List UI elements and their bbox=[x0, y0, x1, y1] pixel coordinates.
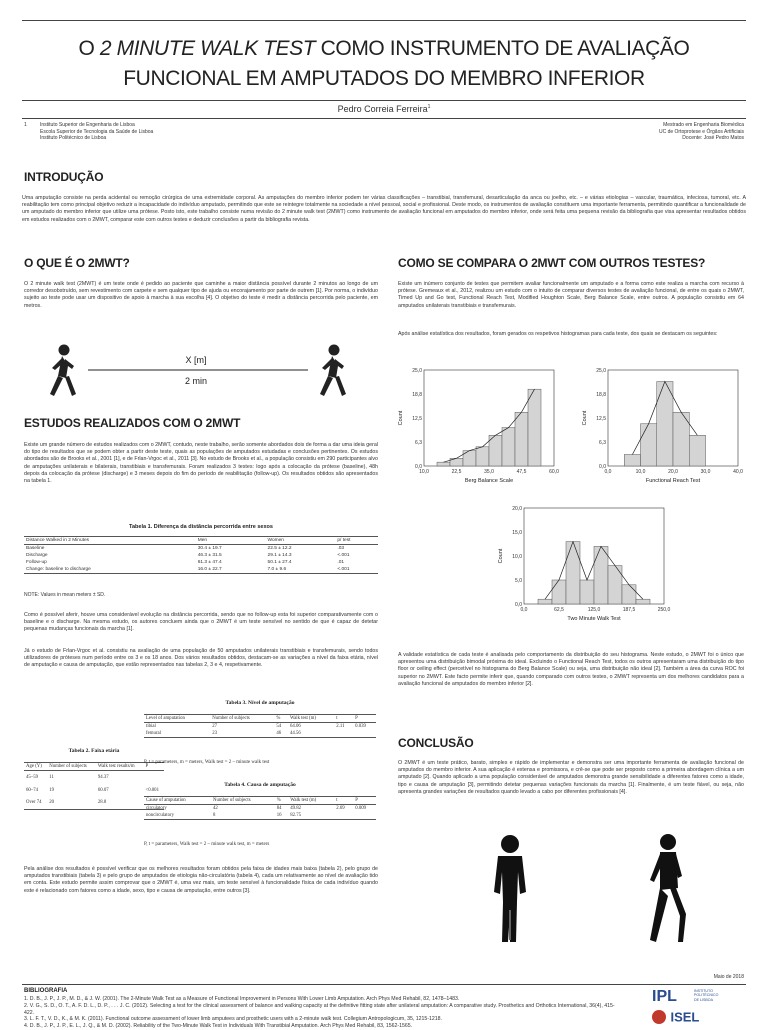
histogram-bar bbox=[476, 447, 489, 466]
histogram-bar bbox=[608, 566, 622, 604]
y-tick-label: 12,5 bbox=[412, 416, 422, 422]
histogram-bar bbox=[528, 389, 541, 466]
histogram-bar bbox=[580, 580, 594, 604]
oque-text: O 2 minute walk test (2MWT) é um teste onde é pedido ao paciente que caminhe a maior distância possível durante 2 minutos ao longo de um corredor desobstruído, sem revestimento com carpete e sem qualquer tipo de ajuda ou encorajamento por parte de outrem [1]. Por norma, o indivíduo sujeito ao teste pode usar um dispositivo de apoio à marcha à sua escolha [4]. O objetivo do teste é medir a distância percorrida pelo paciente, em metros. bbox=[24, 281, 378, 309]
x-tick-label: 47,5 bbox=[516, 469, 527, 475]
y-tick-label: 15,0 bbox=[512, 530, 522, 536]
amputee-standing-silhouette bbox=[470, 832, 550, 950]
histogram-bar bbox=[515, 412, 528, 466]
x-axis-label: Two Minute Walk Test bbox=[567, 616, 621, 622]
x-tick-label: 35,0 bbox=[484, 469, 494, 475]
histogram-bar bbox=[636, 599, 650, 604]
author-rule bbox=[22, 118, 746, 119]
histogram-bar bbox=[689, 435, 705, 466]
x-tick-label: 40,0 bbox=[733, 469, 743, 475]
y-tick-label: 12,5 bbox=[596, 416, 606, 422]
intro-text: Uma amputação consiste na perda acidental ou remoção cirúrgica de uma extremidade corporal. As amputações do membro inferior podem ter várias classificações – transtibial, transfemural, desarticulação da anca ou joelho, etc. – e várias etiologias – vascular, traumática, infeciosa, tumoral, etc. A reabilitação tem como principal objetivo reduzir a incapacidade do indivíduo amputado, permitindo que este se reintegre totalmente na sociedade a nível pessoal, social e profissional. Deste modo, os instrumentos de avaliação constituem uma importante ferramenta, permitindo quantificar a funcionalidade de um amputado do membro inferior que utilize uma prótese. Posto isto, este trabalho consiste numa revisão do 2 minute walk test (2MWT) como instrumento de avaliação funcional em amputados do membro inferior, onde será feita uma pequena revisão da bibliografia que visa apresentar resultados obtidos em estudos realizados com o 2MWT, comparar este com outros testes e deduzir conclusões a partir da bibliografia revista. bbox=[22, 195, 746, 223]
biblio-item: 4. D. B., J. P., J. P., E. L., J. Q., & M. D. (2002). Reliability of the Two-Minute Walk Test in Individuals With Transtibial Amputation. Arch Phys Med Rehabil, 83, 1562-1565. bbox=[24, 1023, 413, 1030]
x-axis-label: Functional Reach Test bbox=[645, 478, 701, 484]
histogram-berg bbox=[394, 362, 564, 492]
x-tick-label: 250,0 bbox=[657, 607, 671, 613]
histogram-bar bbox=[552, 580, 566, 604]
walker-start-icon bbox=[50, 345, 76, 397]
y-axis-label: Count bbox=[398, 410, 404, 426]
histogram-bar bbox=[624, 454, 640, 466]
histogram-bar bbox=[437, 462, 450, 466]
table-row: noncirculatory 8 16 82.75 bbox=[146, 813, 302, 818]
estudos-conclusion-text: Pela análise dos resultados é possível verificar que os melhores resultados foram obtidos pela faixa de idades mais baixa (tabela 2), pelo grupo de amputados transtibiais (tabela 3) e pelo grupo de amputados de etiologia não-circulatória (tabela 4), cada um relativamente ao nível de avaliação tido em conta. Este estudo permite assim comprovar que o 2MWT é, uma vez mais, um teste sensível à funcionalidade física de cada indivíduo quando este é relacionado com fatores como a idade, sexo, tipo e causa de amputação, entre outros [3]. bbox=[24, 866, 378, 894]
table3: Level of amputation Number of subjects % Walk test (m) t P tibial 27 54 64.06 2.11 0.039 femural 23 46 44.56 bbox=[144, 714, 376, 738]
y-tick-label: 20,0 bbox=[512, 506, 522, 512]
y-tick-label: 0,0 bbox=[599, 464, 606, 470]
table4: Cause of amputation Number of subjects % Walk test (m) t P circulatory 42 84 49.82 2.69 0.009 noncirculatory 8 16 82.75 bbox=[144, 796, 376, 820]
x-axis-label: Berg Balance Scale bbox=[464, 478, 514, 484]
y-tick-label: 10,0 bbox=[512, 554, 522, 560]
table-row: femural 23 46 44.56 bbox=[146, 731, 301, 736]
table1-note: NOTE: Values in mean meters ± SD. bbox=[24, 592, 106, 598]
estudos-text-3: Já o estudo de Frlan-Vrgoc et al. consistiu na avaliação de uma população de 50 amputados unilaterais transtibiais e transfemurais, sendo todos utilizadores de próteses num período entre os 3 e os 18 anos. Dos vários resultados obtidos, destacam-se as variações a nível da faixa etária, nível de amputação e causa de amputação, que estão representados nas tabelas 2, 3 e 4, respetivamente. bbox=[24, 648, 378, 669]
table2-caption: Tabela 2. Faixa etária bbox=[68, 748, 120, 754]
x-tick-label: 0,0 bbox=[520, 607, 528, 613]
estudos-heading: ESTUDOS REALIZADOS COM O 2MWT bbox=[24, 416, 241, 430]
y-tick-label: 25,0 bbox=[412, 368, 422, 374]
x-tick-label: 60,0 bbox=[549, 469, 559, 475]
histogram-functional-reach bbox=[578, 362, 748, 492]
table-row: Change: baseline to discharge 16.0 ± 22.7 7.0 ± 9.6 <.001 bbox=[26, 567, 350, 572]
table-row: tibial 27 54 64.06 2.11 0.039 bbox=[146, 724, 366, 729]
x-tick-label: 187,5 bbox=[622, 607, 636, 613]
table-row: 60–74 19 60.07 <0.001 bbox=[26, 787, 159, 793]
table-row: Baseline 30.4 ± 19.7 22.5 ± 12.2 .03 bbox=[26, 546, 345, 551]
x-tick-label: 0,0 bbox=[604, 469, 612, 475]
y-tick-label: 18,8 bbox=[596, 392, 606, 398]
table1-caption: Tabela 1. Diferença da distância percorrida entre sexos bbox=[129, 524, 273, 530]
x-tick-label: 22,5 bbox=[451, 469, 462, 475]
table2: Age (Y) Number of subjects Walk test results/m P 45–59 11 94.37 60–74 19 60.07 <0.001 Over 74 20 28.8 bbox=[24, 762, 164, 810]
walk-diagram bbox=[28, 338, 378, 408]
table4-note: P, t = parameters, Walk test = 2 – minute walk test, m = meters bbox=[144, 842, 270, 847]
table-row: Follow-up 61.3 ± 47.4 50.1 ± 27.4 .01 bbox=[26, 560, 345, 565]
x-tick-label: 125,0 bbox=[587, 607, 601, 613]
histogram-bar bbox=[594, 546, 608, 604]
histogram-bar bbox=[641, 424, 657, 466]
affiliation-number: 1 bbox=[24, 122, 27, 128]
table-row: 45–59 11 94.37 bbox=[26, 774, 109, 780]
isel-seal-icon bbox=[652, 1010, 666, 1024]
table1: Distance Walked in 2 Minutes Men Women p/ test Baseline 30.4 ± 19.7 22.5 ± 12.2 .03 Discharge 46.3 ± 31.5 29.1 ± 14.3 <.001 Follow-up 61.3 ± 47.4 50.1 ± 27.4 .01 Change: baseline to discharge 16.0 ± 22.7 7.0 ± 9.6 <.001 bbox=[24, 536, 378, 574]
isel-logo: ISEL bbox=[652, 1008, 752, 1024]
y-tick-label: 25,0 bbox=[596, 368, 606, 374]
ipl-logo: IPL INSTITUTO POLITÉCNICO DE LISBOA bbox=[652, 988, 719, 1005]
biblio-heading: BIBLIOGRAFIA bbox=[24, 988, 68, 994]
table-row: Discharge 46.3 ± 31.5 29.1 ± 14.3 <.001 bbox=[26, 553, 350, 558]
compare-text-2: Após análise estatística dos resultados, foram gerados os respetivos histogramas para cada teste, dos quais se destacam os seguintes: bbox=[398, 331, 718, 337]
compare-text-3: A validade estatística de cada teste é analisada pelo comportamento da distribuição do seu histograma. Neste estudo, o 2MWT foi o único que apresentou uma distribuição bimodal próxima do ideal. Excluindo o Functional Reach Test, todos os outros apresentaram uma distribuição do tipo floor or ceiling effect (percetível no histograma do Berg Balance Scale) ou seja, uma distribuição não ideal [2]. Também a área da curva ROC foi superior no 2MWT. Este facto permite inferir que, quando comparado com outros testes, o 2MWT representa um dos melhores candidatos para a avaliação funcional de amputados do membro inferior [2]. bbox=[398, 652, 744, 687]
y-tick-label: 0,0 bbox=[515, 602, 522, 608]
diagram-time-label: 2 min bbox=[184, 376, 208, 386]
x-tick-label: 10,0 bbox=[635, 469, 646, 475]
histogram-bar bbox=[538, 599, 552, 604]
biblio-item: 3. L. F. T., V. D., K., & M. K. (2011). Functional outcome assessment of lower limb amputees and prosthetic users with a 2-minute walk test. Collegium Antropologicum, 35, 1215-1218. bbox=[24, 1016, 442, 1023]
biblio-item: 1. D. B., J. P., J. P., M. D., & J. W. (2001). The 2-Minute Walk Test as a Measure of Functional Improvement in Persons With Lower Limb Amputation. Arch Phys Med Rehabil, 82, 1478–1483. bbox=[24, 996, 460, 1002]
table4-caption: Tabela 4. Causa de amputação bbox=[224, 782, 296, 788]
poster-title: O 2 MINUTE WALK TEST COMO INSTRUMENTO DE AVALIAÇÃO FUNCIONAL EM AMPUTADOS DO MEMBRO INFERIOR bbox=[78, 37, 690, 90]
y-axis-label: Count bbox=[582, 410, 588, 426]
y-axis-label: Count bbox=[498, 548, 504, 564]
x-tick-label: 30,0 bbox=[700, 469, 711, 475]
date: Maio de 2018 bbox=[713, 974, 744, 980]
title-rule bbox=[22, 100, 746, 101]
x-tick-label: 10,0 bbox=[419, 469, 429, 475]
y-tick-label: 0,0 bbox=[415, 464, 422, 470]
estudos-text-1: Existe um grande número de estudos realizados com o 2MWT, contudo, neste trabalho, serão somente abordados dois de forma a dar uma ideia geral do tipo de resultados que se podem obter a partir deste teste, quais as populações de amputados estudadas e conclusões pertinentes. Os estudos abordados são de Brooks et al., 2001 [1], e de Frlan-Vrgoc et al., 2011 [3]. No estudo de Brooks et al., a população consistiu em 290 participantes alvo de amputações unilaterais e bilaterais, transtibiais e transfemurais. Foram realizados 3 testes: logo após a colocação da prótese (baseline), 48h depois da colocação da prótese (discharge) e 3 meses depois do fim do período de reabilitação (follow-up). Os resultados obtidos são apresentados na tabela 1. bbox=[24, 442, 378, 485]
y-tick-label: 6,3 bbox=[599, 440, 606, 446]
top-rule bbox=[22, 20, 746, 21]
author: Pedro Correia Ferreira$^1$ bbox=[337, 104, 431, 114]
table-row: circulatory 42 84 49.82 2.69 0.009 bbox=[146, 806, 367, 811]
conclusao-heading: CONCLUSÃO bbox=[398, 736, 474, 750]
compare-text-1: Existe um inúmero conjunto de testes que permitem avaliar funcionalmente um amputado e a forma como este realiza a marcha com recurso à prótese. Gremeaux et al., 2012, realizou um estudo com o intuito de comparar diversos testes de avaliação funcional, de entre os quais o 2MWT, Timed Up and Go test, Functional Reach Test, Modified Houghton Scale, Berg Balance Scale, entre outros. A população consistiu em 64 amputados unilaterais transtibiais e transfemurais. bbox=[398, 281, 744, 309]
histogram-bar bbox=[502, 428, 515, 466]
amputee-walking-silhouette bbox=[636, 832, 706, 950]
bottom-rule bbox=[22, 984, 746, 985]
affiliation-left: Instituto Superior de Engenharia de Lisboa Escola Superior de Tecnologia da Saúde de Lisboa Instituto Politécnico de Lisboa bbox=[40, 122, 154, 142]
y-tick-label: 6,3 bbox=[415, 440, 422, 446]
biblio-list bbox=[24, 996, 624, 1030]
affiliation-right: Mestrado em Engenharia Biomédica UC de Ortoprotese e Órgãos Artificiais Docente: José Pedro Matos bbox=[658, 122, 744, 142]
estudos-text-2: Como é possível aferir, houve uma considerável evolução na distância percorrida, sendo que no follow-up esta foi superior comparativamente com o baseline e o discharge. Na mesma estudo, os autores concluem ainda que o 2MWT é um teste sensível no sentido de que é capaz de detetar pequenas mudanças funcionais da marcha [1]. bbox=[24, 612, 378, 633]
intro-heading: INTRODUÇÃO bbox=[24, 170, 104, 184]
oque-heading: O QUE É O 2MWT? bbox=[24, 256, 130, 270]
histogram-bar bbox=[622, 585, 636, 604]
histogram-bar bbox=[657, 382, 673, 466]
x-tick-label: 20,0 bbox=[668, 469, 678, 475]
table3-caption: Tabela 3. Nível de amputação bbox=[225, 700, 295, 706]
histogram-2mwt bbox=[494, 500, 674, 630]
histogram-bar bbox=[489, 435, 502, 466]
compare-heading: COMO SE COMPARA O 2MWT COM OUTROS TESTES? bbox=[398, 256, 706, 270]
biblio-item: 2. V. G., S. D., O. T., A. F. D. L., D. P., . . . J. C. (2012). Selecting a test for the clinical assessment of balance and walking capacity at the definitive fitting state after unilateral amputation: A comparative study. Prosthetics and Orthotics International, 36(4), 415-422. bbox=[24, 1002, 615, 1016]
table-row: Over 74 20 28.8 bbox=[26, 800, 107, 806]
conclusao-text: O 2MWT é um teste prático, barato, simples e rápido de implementar e demonstra ser uma importante ferramenta de avaliação funcional de amputados do membro inferior. A sua aplicação é extensa e promissora, e crê-se que pode ser proposto como a primeira abordagem clínica a um amputado [2]. Quando aplicado a uma população considerável de amputados demonstra grande sensibilidade a diferentes fatores como a idade, tipo e causa de amputação [3], permitindo detetar pequenas variações funcionais da marcha [1]. Finalmente, é um teste fiável, ou seja, não apresenta grandes variações de resultados quando levado a cabo por diferentes profissionais [4]. bbox=[398, 760, 744, 795]
y-tick-label: 18,8 bbox=[412, 392, 422, 398]
table3-note: P, t = parameters, m = meters, Walk test = 2 – minute walk test bbox=[144, 760, 270, 765]
x-tick-label: 62,5 bbox=[554, 607, 564, 613]
y-tick-label: 5,0 bbox=[515, 578, 522, 584]
walker-end-icon bbox=[320, 345, 346, 397]
diagram-distance-label: X [m] bbox=[185, 355, 207, 365]
histogram-bar bbox=[566, 542, 580, 604]
